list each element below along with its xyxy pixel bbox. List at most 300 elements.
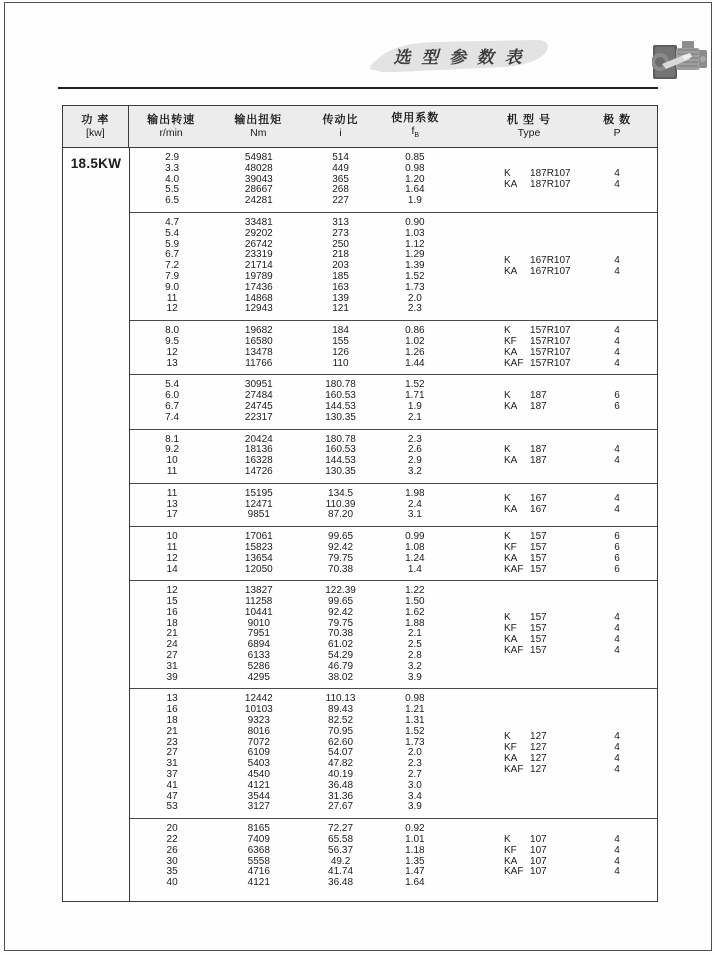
torque-cell: 23319 (244, 249, 273, 261)
torque-cell: 16580 (244, 335, 273, 347)
page-title (368, 40, 550, 70)
speed-cell: 9.2 (165, 444, 180, 456)
fb-cell: 1.71 (405, 390, 425, 402)
fb-cell: 1.52 (405, 725, 425, 737)
speed-cell: 5.4 (165, 379, 180, 391)
fb-cell: 3.2 (407, 660, 422, 672)
torque-cell: 27484 (244, 390, 273, 402)
fb-cell: 1.88 (405, 617, 425, 629)
speed-cell: 17 (166, 509, 178, 521)
model-row (452, 256, 657, 267)
torque-column (214, 824, 303, 889)
poles-cell: 4 (614, 731, 620, 743)
model-number: 157R107 (530, 357, 571, 369)
poles-cell: 4 (614, 444, 620, 456)
model-row (452, 402, 657, 413)
ratio-cell: 250 (332, 238, 349, 250)
ratio-cell: 449 (332, 162, 349, 174)
model-number: 157R107 (530, 335, 571, 347)
header-speed-zh: 输出转速 (147, 114, 196, 126)
model-row (452, 857, 657, 868)
power-rating-label: 18.5KW (70, 156, 122, 171)
model-prefix: KF (504, 623, 517, 635)
speed-cell: 21 (166, 628, 178, 640)
fb-cell: 3.9 (407, 801, 422, 813)
header-poles-unit: P (613, 127, 621, 139)
model-number: 187 (530, 444, 547, 456)
ratio-cell: 185 (332, 270, 349, 282)
model-prefix: KF (504, 541, 517, 553)
speed-cell: 12 (166, 303, 178, 315)
speed-cell: 23 (166, 736, 178, 748)
torque-column (214, 435, 303, 478)
torque-cell: 26742 (244, 238, 273, 250)
header-power-zh: 功 率 (81, 114, 110, 126)
torque-cell: 12943 (244, 303, 273, 315)
model-list (452, 153, 657, 207)
speed-cell: 3.3 (165, 162, 180, 174)
gearmotor-icon (652, 38, 710, 84)
ratio-cell: 89.43 (328, 704, 354, 716)
fb-column (378, 694, 452, 813)
fb-cell: 1.31 (405, 715, 425, 727)
torque-cell: 13478 (244, 346, 273, 358)
torque-cell: 16328 (244, 455, 273, 467)
torque-cell: 11766 (245, 357, 273, 369)
model-number: 157 (530, 612, 547, 624)
torque-cell: 30951 (244, 379, 273, 391)
model-row (452, 267, 657, 278)
speed-column (130, 532, 214, 575)
fb-cell: 1.29 (405, 249, 425, 261)
model-list (452, 435, 657, 478)
model-type (452, 359, 577, 370)
model-row (452, 445, 657, 456)
poles-cell: 6 (614, 400, 620, 412)
speed-cell: 22 (166, 834, 178, 846)
model-number: 127 (530, 763, 547, 775)
speed-cell: 27 (166, 650, 178, 662)
model-row (452, 624, 657, 635)
fb-cell: 2.6 (407, 444, 422, 456)
torque-cell: 4716 (247, 866, 270, 878)
poles-cell: 4 (614, 346, 620, 358)
fb-cell: 1.26 (405, 346, 425, 358)
ratio-cell: 134.5 (328, 487, 354, 499)
torque-cell: 39043 (244, 173, 273, 185)
poles-cell: 6 (614, 531, 620, 543)
speed-column (130, 218, 214, 315)
torque-cell: 12442 (244, 693, 273, 705)
model-prefix: K (504, 325, 511, 337)
ratio-column (303, 586, 377, 683)
poles-cell: 4 (614, 503, 620, 515)
speed-cell: 27 (166, 747, 178, 759)
ratio-cell: 40.19 (328, 769, 354, 781)
torque-cell: 48028 (244, 162, 273, 174)
ratio-cell: 160.53 (325, 390, 356, 402)
ratio-group (130, 689, 657, 819)
speed-cell: 20 (166, 823, 178, 835)
speed-column (130, 326, 214, 369)
header-ratio-zh: 传动比 (322, 114, 359, 126)
speed-cell: 5.5 (165, 184, 180, 196)
model-number: 167 (530, 503, 547, 515)
model-prefix: KAF (504, 563, 524, 575)
fb-cell: 1.50 (405, 596, 425, 608)
model-row (452, 765, 657, 776)
model-list (452, 218, 657, 315)
torque-cell: 54981 (244, 152, 273, 163)
header-poles-zh: 极 数 (603, 114, 632, 126)
poles-cell: 4 (614, 455, 620, 467)
model-number: 187 (530, 400, 547, 412)
poles-cell: 4 (614, 178, 620, 190)
fb-cell: 1.9 (407, 195, 422, 207)
model-row (452, 565, 657, 576)
ratio-cell: 61.02 (328, 639, 354, 651)
fb-cell: 1.52 (405, 379, 425, 391)
ratio-cell: 38.02 (328, 671, 354, 683)
speed-cell: 31 (166, 660, 178, 672)
speed-cell: 6.0 (165, 390, 180, 402)
poles-cell: 4 (614, 644, 620, 656)
ratio-cell: 160.53 (325, 444, 356, 456)
torque-cell: 19682 (244, 325, 273, 337)
poles-cell: 6 (614, 563, 620, 575)
model-prefix: K (504, 731, 511, 743)
model-prefix: K (504, 493, 511, 505)
speed-cell: 53 (166, 801, 178, 813)
poles-cell: 4 (614, 335, 620, 347)
ratio-cell: 36.48 (328, 877, 354, 889)
ratio-cell: 99.65 (328, 596, 354, 608)
model-prefix: K (504, 834, 511, 846)
model-number: 107 (530, 866, 547, 878)
ratio-cell: 268 (332, 184, 349, 196)
model-type (452, 180, 577, 191)
speed-column (130, 586, 214, 683)
model-number: 127 (530, 742, 547, 754)
torque-column (214, 218, 303, 315)
speed-cell: 7.2 (165, 260, 180, 272)
ratio-cell: 49.2 (330, 855, 351, 867)
ratio-cell: 184 (332, 325, 349, 337)
fb-cell: 0.99 (405, 531, 425, 543)
speed-cell: 26 (166, 844, 178, 856)
poles-cell: 4 (614, 325, 620, 337)
fb-cell: 0.90 (405, 216, 425, 228)
model-prefix: KA (504, 265, 518, 277)
ratio-group (130, 581, 657, 689)
speed-cell: 41 (166, 779, 178, 791)
header-power (63, 106, 129, 147)
speed-cell: 13 (166, 498, 178, 510)
speed-cell: 16 (166, 704, 178, 716)
speed-cell: 8.0 (165, 325, 180, 337)
torque-cell: 12050 (244, 563, 273, 575)
model-row (452, 867, 657, 878)
fb-column (378, 489, 452, 521)
model-number: 157R107 (530, 325, 571, 337)
header-speed-unit: r/min (159, 127, 183, 139)
model-type (452, 565, 577, 576)
header-type-unit: Type (517, 127, 541, 139)
speed-column (130, 435, 214, 478)
torque-column (214, 489, 303, 521)
speed-cell: 40 (166, 877, 178, 889)
torque-column (214, 586, 303, 683)
model-number: 157 (530, 623, 547, 635)
ratio-cell: 62.60 (328, 736, 354, 748)
model-type (452, 256, 577, 267)
fb-cell: 0.92 (405, 823, 425, 835)
torque-cell: 5403 (247, 758, 270, 770)
table-header-row (63, 106, 657, 148)
model-number: 157 (530, 541, 547, 553)
speed-cell: 10 (166, 531, 178, 543)
poles-cell: 4 (614, 752, 620, 764)
speed-cell: 9.0 (165, 281, 180, 293)
ratio-cell: 92.42 (328, 606, 354, 618)
header-model-type (453, 106, 578, 147)
model-prefix: KF (504, 844, 517, 856)
model-prefix: KA (504, 503, 518, 515)
model-list (452, 824, 657, 889)
model-type (452, 765, 577, 776)
poles-cell: 4 (614, 168, 620, 180)
ratio-cell: 110.13 (325, 693, 356, 705)
model-prefix: K (504, 168, 511, 180)
speed-cell: 4.0 (165, 173, 180, 185)
poles-cell: 6 (614, 541, 620, 553)
model-row (452, 494, 657, 505)
model-number: 127 (530, 752, 547, 764)
fb-column (378, 824, 452, 889)
torque-cell: 13654 (244, 552, 273, 564)
speed-cell: 8.1 (165, 433, 180, 445)
model-prefix: KAF (504, 644, 524, 656)
ratio-cell: 27.67 (328, 801, 354, 813)
torque-cell: 14726 (244, 465, 273, 477)
speed-cell: 18 (166, 715, 178, 727)
poles-cell: 4 (614, 742, 620, 754)
speed-cell: 6.5 (165, 195, 180, 207)
fb-cell: 1.39 (405, 260, 425, 272)
speed-cell: 30 (166, 855, 178, 867)
fb-cell: 2.9 (407, 455, 422, 467)
model-prefix: K (504, 531, 511, 543)
poles-cell: 4 (614, 866, 620, 878)
poles-cell: 6 (614, 552, 620, 564)
speed-cell: 31 (166, 758, 178, 770)
model-row (452, 348, 657, 359)
model-number: 157 (530, 552, 547, 564)
torque-cell: 6894 (247, 639, 270, 651)
fb-cell: 1.4 (407, 563, 422, 575)
fb-cell: 3.1 (407, 509, 422, 521)
model-prefix: K (504, 444, 511, 456)
model-row (452, 646, 657, 657)
speed-cell: 10 (166, 455, 178, 467)
torque-cell: 4540 (247, 769, 270, 781)
model-prefix: KA (504, 855, 518, 867)
ratio-cell: 514 (332, 152, 349, 163)
speed-cell: 9.5 (165, 335, 180, 347)
ratio-group (130, 527, 657, 581)
model-prefix: KAF (504, 763, 524, 775)
fb-cell: 0.86 (405, 325, 425, 337)
fb-column (378, 326, 452, 369)
fb-cell: 2.5 (407, 639, 422, 651)
ratio-column (303, 326, 377, 369)
ratio-cell: 130.35 (325, 411, 356, 423)
model-prefix: K (504, 390, 511, 402)
ratio-column (303, 218, 377, 315)
fb-cell: 2.1 (407, 628, 422, 640)
speed-cell: 21 (166, 725, 178, 737)
header-output-torque (213, 106, 303, 147)
fb-cell: 1.62 (405, 606, 425, 618)
model-row (452, 732, 657, 743)
model-number: 107 (530, 855, 547, 867)
torque-cell: 4121 (247, 779, 270, 791)
fb-cell: 2.8 (407, 650, 422, 662)
ratio-group (130, 213, 657, 321)
fb-cell: 3.0 (407, 779, 422, 791)
model-list (452, 532, 657, 575)
model-prefix: KA (504, 552, 518, 564)
model-list (452, 489, 657, 521)
ratio-cell: 218 (332, 249, 349, 261)
speed-cell: 14 (166, 563, 178, 575)
fb-cell: 1.98 (405, 487, 425, 499)
ratio-cell: 144.53 (325, 455, 356, 467)
selection-parameter-table (62, 105, 658, 902)
fb-cell: 1.35 (405, 855, 425, 867)
torque-cell: 12471 (244, 498, 273, 510)
ratio-cell: 41.74 (328, 866, 354, 878)
ratio-cell: 46.79 (328, 660, 354, 672)
header-output-speed (129, 106, 214, 147)
speed-cell: 2.9 (165, 152, 180, 163)
model-type (452, 348, 577, 359)
fb-cell: 2.0 (407, 292, 422, 304)
fb-column (378, 380, 452, 423)
speed-cell: 11 (166, 541, 178, 553)
ratio-cell: 155 (332, 335, 349, 347)
torque-cell: 7409 (247, 834, 270, 846)
fb-cell: 1.20 (405, 173, 425, 185)
fb-cell: 1.64 (405, 877, 425, 889)
model-prefix: K (504, 612, 511, 624)
model-row (452, 554, 657, 565)
model-number: 167 (530, 493, 547, 505)
model-row (452, 835, 657, 846)
ratio-cell: 70.38 (328, 563, 354, 575)
torque-cell: 14868 (244, 292, 273, 304)
model-type (452, 505, 577, 516)
speed-cell: 11 (166, 487, 178, 499)
model-list (452, 586, 657, 683)
speed-cell: 39 (166, 671, 178, 683)
model-number: 167R107 (530, 254, 571, 266)
fb-cell: 1.73 (405, 281, 425, 293)
model-row (452, 359, 657, 370)
ratio-cell: 47.82 (328, 758, 354, 770)
model-prefix: KAF (504, 357, 524, 369)
speed-cell: 4.7 (165, 216, 180, 228)
poles-cell: 4 (614, 612, 620, 624)
ratio-cell: 82.52 (328, 715, 354, 727)
model-number: 187R107 (530, 168, 571, 180)
poles-cell: 4 (614, 254, 620, 266)
speed-cell: 11 (166, 465, 178, 477)
torque-column (214, 380, 303, 423)
torque-column (214, 694, 303, 813)
torque-cell: 28667 (244, 184, 273, 196)
model-number: 157R107 (530, 346, 571, 358)
speed-cell: 12 (166, 346, 178, 358)
torque-cell: 4295 (247, 671, 270, 683)
model-prefix: KF (504, 335, 517, 347)
ratio-cell: 203 (332, 260, 349, 272)
speed-column (130, 153, 214, 207)
fb-cell: 1.21 (405, 704, 425, 716)
model-type (452, 867, 577, 878)
fb-cell: 1.9 (407, 400, 422, 412)
header-fb-unit: $f_B$ (411, 124, 420, 140)
fb-cell: 1.08 (405, 541, 425, 553)
model-type (452, 554, 577, 565)
torque-cell: 9010 (247, 617, 270, 629)
speed-cell: 12 (166, 585, 178, 597)
ratio-group (130, 321, 657, 375)
model-row (452, 180, 657, 191)
torque-cell: 6133 (247, 650, 270, 662)
model-row (452, 743, 657, 754)
ratio-cell: 70.38 (328, 628, 354, 640)
ratio-column (303, 694, 377, 813)
fb-cell: 1.47 (405, 866, 425, 878)
torque-cell: 5286 (247, 660, 270, 672)
fb-cell: 1.03 (405, 227, 425, 239)
speed-cell: 7.4 (165, 411, 180, 423)
speed-cell: 24 (166, 639, 178, 651)
fb-cell: 1.12 (405, 238, 425, 250)
torque-cell: 4121 (247, 877, 270, 889)
speed-cell: 15 (166, 596, 178, 608)
page-title-text: 选 型 参 数 表 (393, 48, 525, 67)
fb-cell: 2.1 (407, 411, 422, 423)
fb-cell: 1.73 (405, 736, 425, 748)
fb-cell: 1.44 (405, 357, 425, 369)
torque-cell: 3127 (247, 801, 270, 813)
fb-cell: 1.18 (405, 844, 425, 856)
ratio-cell: 110 (332, 357, 349, 369)
model-row (452, 635, 657, 646)
ratio-cell: 56.37 (328, 844, 354, 856)
torque-cell: 33481 (244, 216, 273, 228)
ratio-cell: 313 (332, 216, 349, 228)
model-prefix: KA (504, 633, 518, 645)
model-row (452, 532, 657, 543)
poles-cell: 4 (614, 493, 620, 505)
ratio-group (130, 484, 657, 527)
model-number: 157 (530, 563, 547, 575)
speed-cell: 7.9 (165, 270, 180, 282)
ratio-cell: 99.65 (328, 531, 354, 543)
